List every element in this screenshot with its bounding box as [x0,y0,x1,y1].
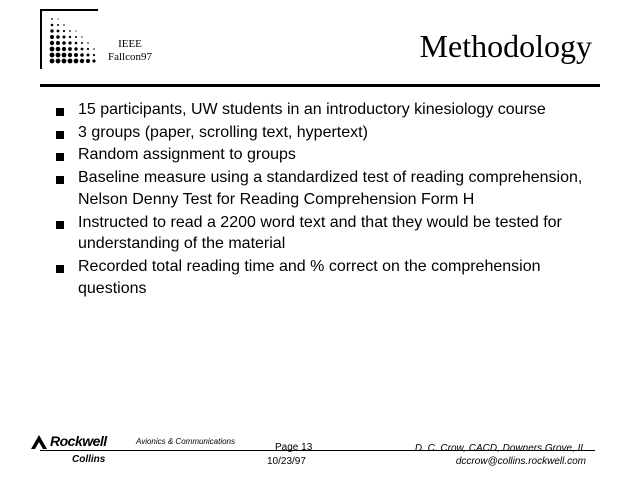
rockwell-logo-icon [31,435,47,449]
conference-line1: IEEE [118,38,142,50]
halftone-logo-icon [46,15,96,65]
page-title: Methodology [419,28,592,64]
square-bullet-icon [56,265,64,273]
bullet-text: Instructed to read a 2200 word text and that they would be tested for understanding of the material [78,213,562,253]
list-item [54,167,594,210]
bullet-text: Random assignment to groups [78,146,296,164]
square-bullet-icon [56,221,64,229]
square-bullet-icon [56,176,64,184]
list-item [54,212,594,255]
page-number: Page 13 [275,442,313,453]
list-item [54,99,594,121]
company-subbrand: Collins [72,454,106,465]
list-item [54,256,594,299]
list-item [54,122,594,144]
bullet-text: 15 participants, UW students in an introductory kinesiology course [78,101,546,118]
bullet-text: 3 groups (paper, scrolling text, hypertext) [78,123,368,141]
square-bullet-icon [56,153,64,161]
author-info [415,442,586,468]
bullet-text: Baseline measure using a standardized test of reading comprehension, Nelson Denny Test for Reading Comprehension Form H [78,169,583,208]
company-name: Rockwell [50,433,107,449]
bullet-list [54,99,594,300]
conference-line2: Fallcon97 [108,51,152,63]
square-bullet-icon [56,131,64,139]
square-bullet-icon [56,108,64,116]
company-division: Avionics & Communications [136,437,236,446]
conference-label [100,38,160,64]
list-item [54,144,594,166]
presentation-date: 10/23/97 [267,456,306,467]
conference-logo [40,9,98,69]
author-email: dccrow@collins.rockwell.com [455,456,586,467]
bullet-text: Recorded total reading time and % correct on the comprehension questions [78,257,541,297]
author-name: D. C. Crow, CACD, Downers Grove, IL [414,443,586,454]
header-divider [40,84,600,87]
